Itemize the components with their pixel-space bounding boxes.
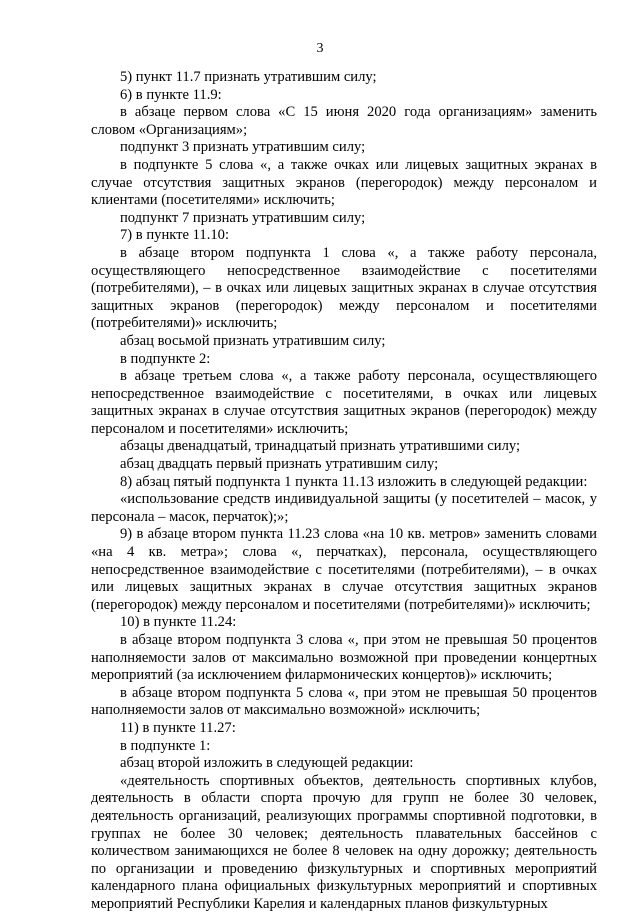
paragraph: «использование средств индивидуальной защиты (у посетителей – масок, у персонала – масок, перчаток);»; bbox=[91, 491, 597, 525]
paragraph: абзац двадцать первый признать утратившим силу; bbox=[120, 456, 439, 473]
paragraph: в абзаце третьем слова «, а также работу персонала, осуществляющего непосредственное взаимодействие с посетителями, в очках или лицевых защитных экранах в случае отсутствия защитных экранов (перегородок) между персоналом и посетителями» исключить; bbox=[91, 368, 597, 437]
document-body bbox=[91, 69, 597, 914]
paragraph: 9) в абзаце втором пункта 11.23 слова «на 10 кв. метров» заменить словами «на 4 кв. метра»; слова «, перчатках), персонала, осуществляющего непосредственное взаимодействие с посетителями (потребителями), – в очках или лицевых защитных экранах в случае отсутствия защитных экранов (перегородок) между персоналом и посетителями (потребителями)» исключить; bbox=[91, 526, 597, 613]
paragraph: 8) абзац пятый подпункта 1 пункта 11.13 изложить в следующей редакции: bbox=[120, 473, 588, 490]
paragraph: 11) в пункте 11.27: bbox=[120, 719, 236, 736]
paragraph: подпункт 3 признать утратившим силу; bbox=[120, 139, 366, 156]
paragraph: абзацы двенадцатый, тринадцатый признать утратившими силу; bbox=[120, 438, 521, 455]
paragraph: 10) в пункте 11.24: bbox=[120, 614, 237, 631]
paragraph: в абзаце втором подпункта 5 слова «, при этом не превышая 50 процентов наполняемости залов от максимально возможной» исключить; bbox=[91, 684, 597, 719]
paragraph: подпункт 7 признать утратившим силу; bbox=[120, 209, 366, 226]
paragraph: в подпункте 1: bbox=[120, 737, 211, 754]
paragraph: в абзаце втором подпункта 1 слова «, а также работу персонала, осуществляющего непосредственное взаимодействие с посетителями (потребителями), – в очках или лицевых защитных экранах в случае отсутствия защитных экранов (перегородок) между персоналом и посетителями (потребителями)» исключить; bbox=[91, 244, 597, 332]
paragraph: абзац второй изложить в следующей редакции: bbox=[120, 755, 414, 772]
paragraph: в подпункте 5 слова «, а также очках или лицевых защитных экранах в случае отсутствия защитных экранов (перегородок) между персоналом и клиентами (посетителями» исключить; bbox=[91, 156, 597, 209]
paragraph: 7) в пункте 11.10: bbox=[120, 227, 230, 244]
paragraph: в подпункте 2: bbox=[120, 350, 211, 367]
paragraph: «деятельность спортивных объектов, деятельность спортивных клубов, деятельность в области спорта прочую для групп не более 30 человек, деятельность организаций, реализующих программы спортивной подготовки, в группах не более 30 человек; деятельность плавательных бассейнов с количеством занимающихся не более 8 человек на одну дорожку; деятельность по организации и проведению физкультурных и спортивных мероприятий календарного плана официальных физкультурных мероприятий и спортивных мероприятий Республики Карелия и календарных планов физкультурных bbox=[91, 772, 597, 912]
paragraph: абзац восьмой признать утратившим силу; bbox=[120, 332, 386, 349]
paragraph: в абзаце первом слова «С 15 июня 2020 года организациям» заменить словом «Организациям»; bbox=[91, 104, 597, 138]
paragraph: в абзаце втором подпункта 3 слова «, при этом не превышая 50 процентов наполняемости залов от максимально возможной при проведении концертных мероприятий (за исключением филармонических концертов)» исключить; bbox=[91, 632, 597, 684]
paragraph: 5) пункт 11.7 признать утратившим силу; bbox=[120, 69, 377, 85]
paragraph: 6) в пункте 11.9: bbox=[120, 86, 222, 103]
page-number: 3 bbox=[316, 41, 324, 56]
